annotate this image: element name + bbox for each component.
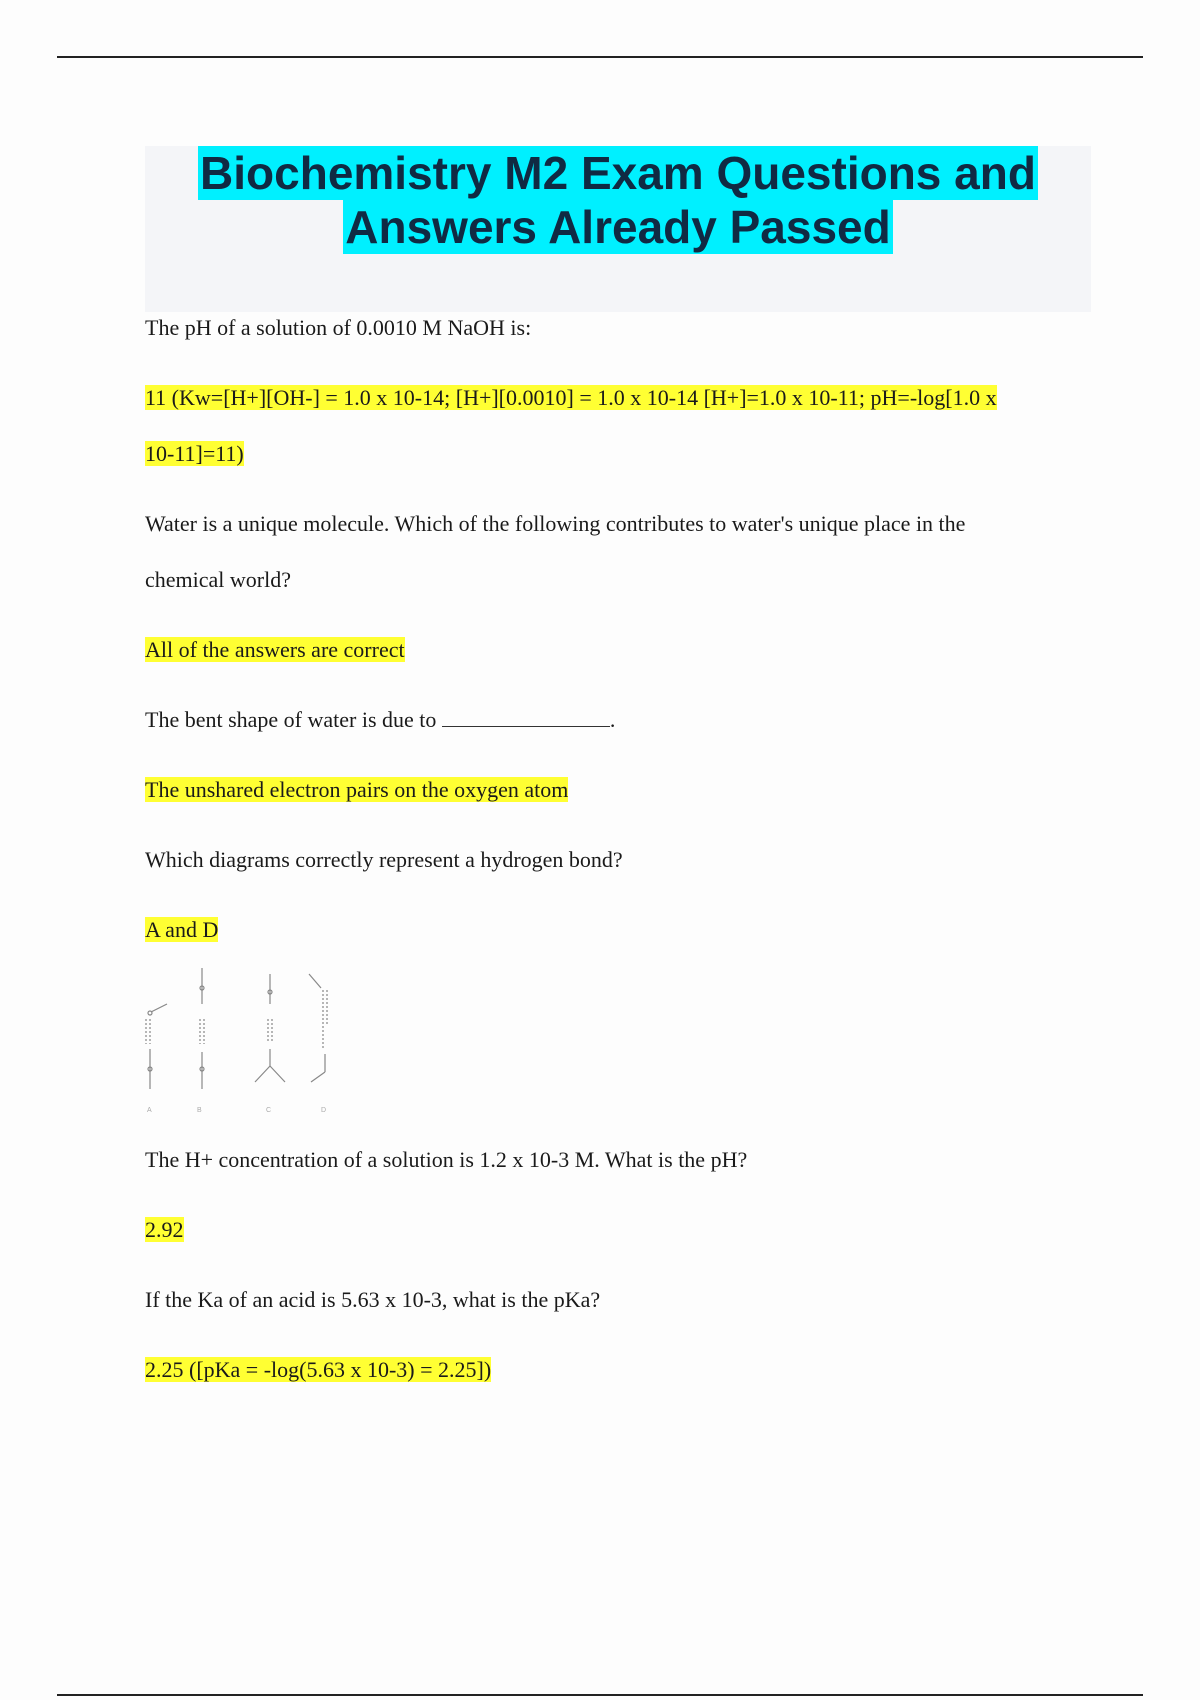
- question-6: If the Ka of an acid is 5.63 x 10-3, what is the pKa?: [145, 1287, 601, 1312]
- diagram-label-a: A: [147, 1107, 152, 1114]
- diagram-c: [255, 974, 285, 1082]
- question-4: Which diagrams correctly represent a hydrogen bond?: [145, 847, 623, 872]
- answer-6: [145, 1342, 1095, 1398]
- diagram-d: [309, 974, 327, 1082]
- title-line-2: Answers Already Passed: [345, 201, 891, 253]
- diagram-label-d: D: [321, 1107, 327, 1114]
- answer-4: [145, 902, 1095, 958]
- diagram-a: [146, 1004, 167, 1089]
- question-5: The H+ concentration of a solution is 1.2 x 10-3 M. What is the pH?: [145, 1147, 748, 1172]
- answer-blank: [442, 708, 610, 727]
- answer-1: [145, 370, 1095, 482]
- answer-4-text: A and D: [145, 917, 219, 942]
- question-3-prefix: The bent shape of water is due to: [145, 707, 437, 732]
- answer-2: [145, 622, 1095, 678]
- answer-3: [145, 762, 1095, 818]
- question-1: The pH of a solution of 0.0010 M NaOH is:: [145, 315, 532, 340]
- answer-2-text: All of the answers are correct: [145, 637, 405, 662]
- answer-5-text: 2.92: [145, 1217, 184, 1242]
- answer-1-line-2: 10-11]=11): [145, 441, 244, 466]
- hydrogen-bond-figure: [145, 964, 365, 1174]
- title-line-1: Biochemistry M2 Exam Questions and: [200, 147, 1036, 199]
- question-3: [145, 692, 1095, 748]
- answer-1-line-1: 11 (Kw=[H+][OH-] = 1.0 x 10-14; [H+][0.0010] = 1.0 x 10-14 [H+]=1.0 x 10-11; pH=-log[1.0 x: [145, 385, 997, 410]
- title-banner: [145, 146, 1091, 312]
- answer-5: [145, 1202, 1095, 1258]
- bottom-rule: [57, 1694, 1143, 1696]
- question-2-line-2: chemical world?: [145, 567, 291, 592]
- question-2: [145, 496, 1095, 608]
- top-rule: [57, 56, 1143, 58]
- diagram-label-b: B: [197, 1107, 202, 1114]
- qa-content: [145, 300, 1095, 1398]
- question-3-suffix: .: [609, 707, 616, 732]
- answer-3-text: The unshared electron pairs on the oxygen atom: [145, 777, 569, 802]
- hydrogen-bond-diagrams: [145, 964, 365, 1174]
- answer-6-text: 2.25 ([pKa = -log(5.63 x 10-3) = 2.25]): [145, 1357, 492, 1382]
- diagram-b: [200, 968, 204, 1089]
- diagram-label-c: C: [266, 1107, 272, 1114]
- question-2-line-1: Water is a unique molecule. Which of the following contributes to water's unique place in the: [145, 511, 966, 536]
